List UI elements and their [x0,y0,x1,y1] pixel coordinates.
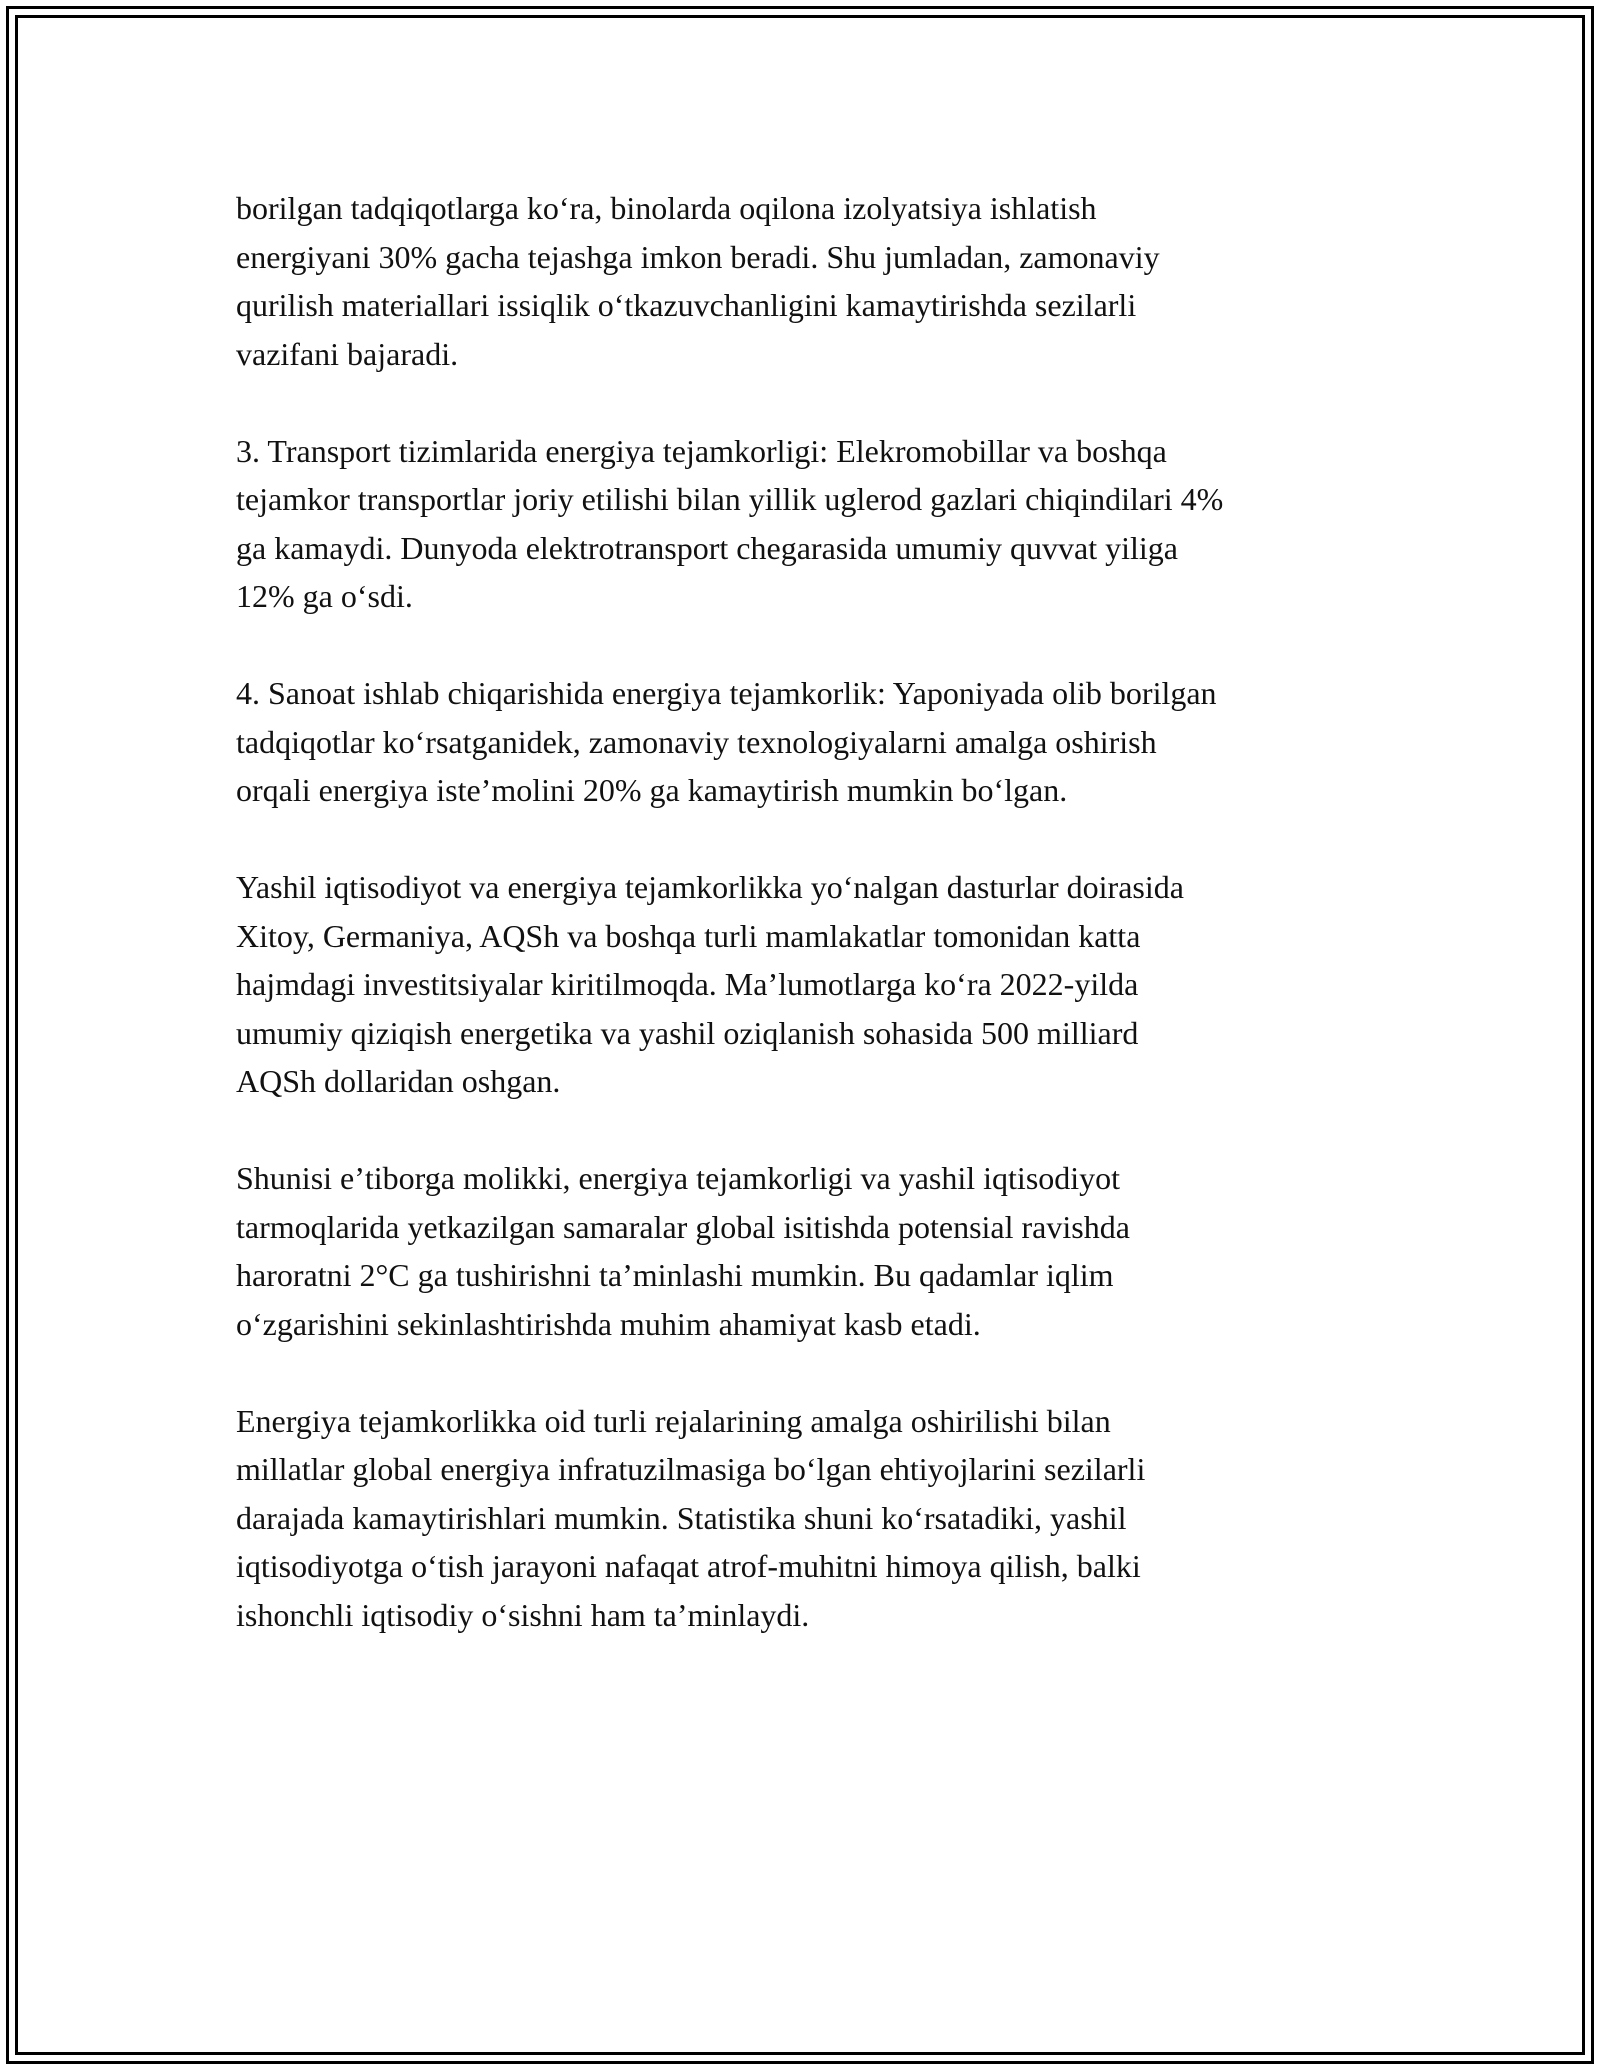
paragraph-transport: 3. Transport tizimlarida energiya tejamkorligi: Elekromobillar va boshqa tejamkor transportlar joriy etilishi bilan yillik uglerod gazlari chiqindilari 4% ga kamaydi. Dunyoda elektrotransport chegarasida umumiy quvvat yiliga 12% ga oʻsdi. [236,432,1224,614]
paragraph-industry: 4. Sanoat ishlab chiqarishida energiya tejamkorlik: Yaponiyada olib borilgan tadqiqotlar koʻrsatganidek, zamonaviy texnologiyalarni amalga oshirish orqali energiya isteʼmolini 20% ga kamaytirish mumkin boʻlgan. [236,675,1217,808]
paragraph-global-warming: Shunisi eʼtiborga molikki, energiya tejamkorligi va yashil iqtisodiyot tarmoqlarida yetkazilgan samaralar global isitishda potensial ravishda haroratni 2°C ga tushirishni taʼminlashi mumkin. Bu qadamlar iqlim oʻzgarishini sekinlashtirishda muhim ahamiyat kasb etadi. [236,1160,1130,1342]
paragraph-insulation: borilgan tadqiqotlarga koʻra, binolarda oqilona izolyatsiya ishlatish energiyani 30% gacha tejashga imkon beradi. Shu jumladan, zamonaviy qurilish materiallari issiqlik oʻtkazuvchanligini kamaytirishda sezilarli vazifani bajaradi. [236,190,1160,372]
paragraph-conclusion: Energiya tejamkorlikka oid turli rejalarining amalga oshirilishi bilan millatlar global energiya infratuzilmasiga boʻlgan ehtiyojlarini sezilarli darajada kamaytirishlari mumkin. Statistika shuni koʻrsatadiki, yashil iqtisodiyotga oʻtish jarayoni nafaqat atrof-muhitni himoya qilish, balki ishonchli iqtisodiy oʻsishni ham taʼminlaydi. [236,1402,1146,1633]
paragraph-green-investment: Yashil iqtisodiyot va energiya tejamkorlikka yoʻnalgan dasturlar doirasida Xitoy, Germaniya, AQSh va boshqa turli mamlakatlar tomonidan katta hajmdagi investitsiyalar kiritilmoqda. Maʼlumotlarga koʻra 2022-yilda umumiy qiziqish energetika va yashil oziqlanish sohasida 500 milliard AQSh dollaridan oshgan. [236,869,1184,1099]
document-body [236,184,1396,1688]
